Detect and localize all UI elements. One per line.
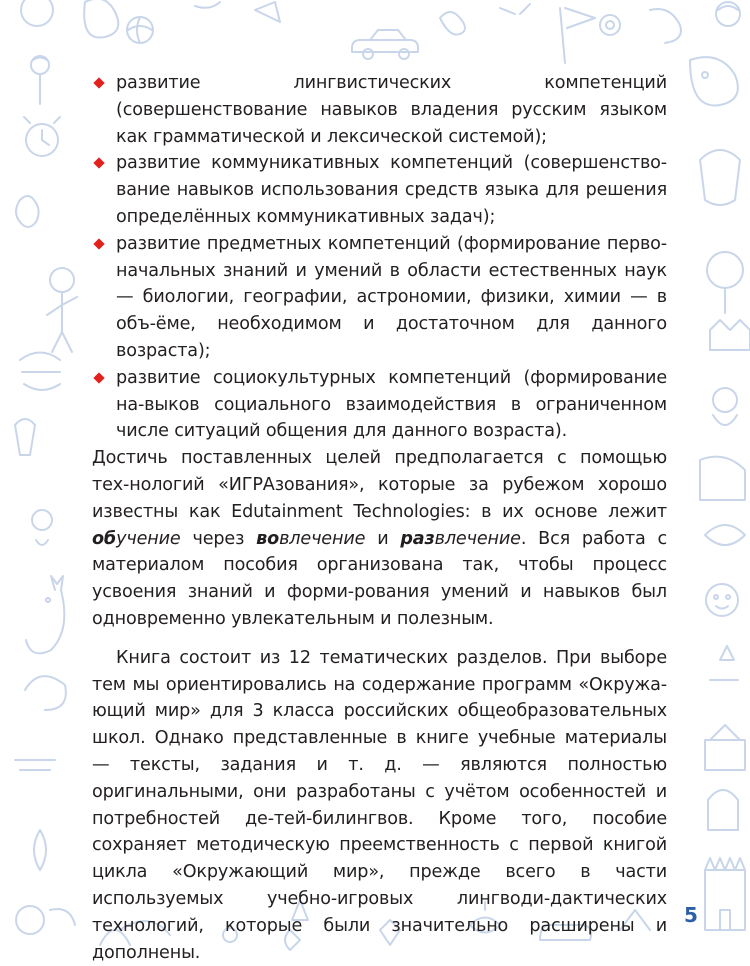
bullet-diamond-icon <box>93 77 104 88</box>
list-item: развитие предметных компетенций (формирование перво-начальных знаний и умений в области естественных наук — биологии, географии, астрономии, физики, химии — в объ-ёме, необходимом и достаточном для данного возраста); <box>92 231 667 365</box>
bullet-diamond-icon <box>93 372 104 383</box>
competencies-list <box>92 70 667 445</box>
page-number: 5 <box>684 903 698 927</box>
bullet-diamond-icon <box>93 238 104 249</box>
list-item: развитие коммуникативных компетенций (совершенство-вание навыков использования средств языка для решения определённых коммуникативных задач); <box>92 150 667 230</box>
paragraph-book-structure: Книга состоит из 12 тематических разделов. При выборе тем мы ориентировались на содержание программ «Окружа-ющий мир» для 3 класса российских общеобразовательных школ. Однако представленные в книге учебные материалы — тексты, задания и т. д. — являются полностью оригинальными, они разработаны с учётом особенностей и потребностей де-тей-билингвов. Кроме того, пособие сохраняет методическую преемственность с первой книгой цикла «Окружающий мир», прежде всего в части используемых учебно-игровых лингводи-дактических технологий, которые были значительно расширены и дополнены. <box>92 647 667 963</box>
list-item: развитие социокультурных компетенций (формирование на-выков социального взаимодействия в ограниченном числе ситуаций общения для данного возраста). <box>92 365 667 445</box>
list-item: развитие лингвистических компетенций (совершенствование навыков владения русским языком как грамматической и лексической системой); <box>92 70 667 150</box>
main-text-block <box>92 70 667 966</box>
paragraph-technologies: Достичь поставленных целей предполагается с помощью тех-нологий «ИГРАзования», которые за рубежом хорошо известны как Edutainment Technologies: в их основе лежит обучение через вовлечение и развлечение. Вся работа с материалом пособия организована так, чтобы процесс усвоения знаний и форми-рования умений и навыков был одновременно увлекательным и полезным. <box>92 448 668 629</box>
bullet-diamond-icon <box>93 158 104 169</box>
